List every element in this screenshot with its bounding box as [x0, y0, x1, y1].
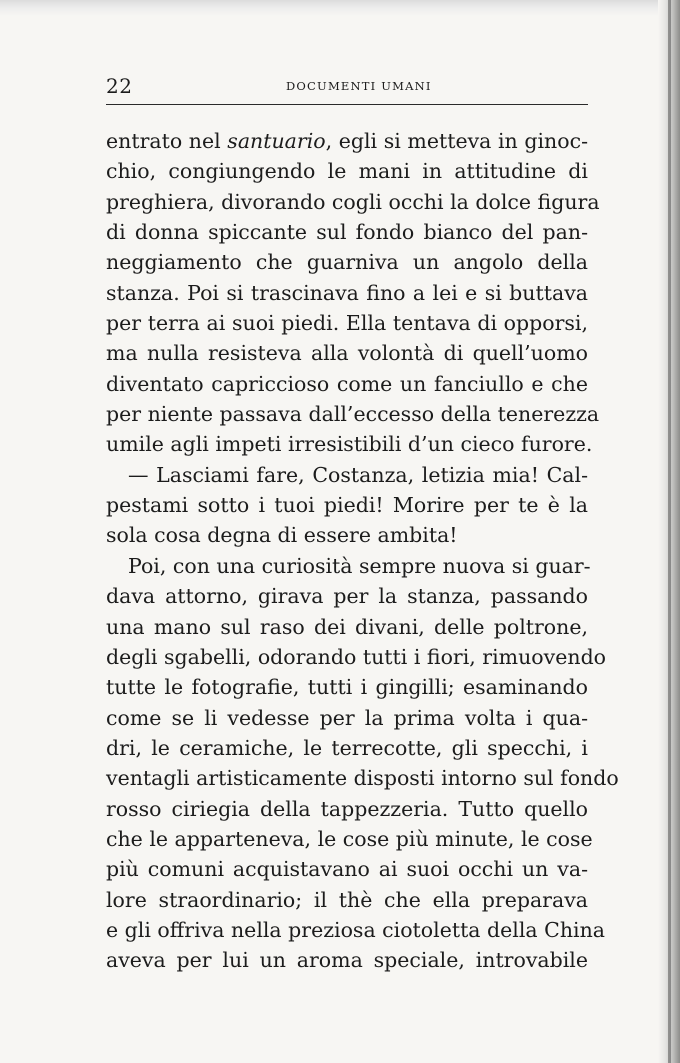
text-line: degli sgabelli, odorando tutti i fiori, rimuovendo [106, 644, 607, 669]
text-line: tutte le fotografie, tutti i gingilli; esaminando [106, 675, 588, 700]
text-line: — Lasciami fare, Costanza, letizia mia! Cal- [128, 462, 588, 487]
page-number: 22 [106, 74, 133, 98]
text-line: Poi, con una curiosità sempre nuova si guar- [128, 553, 591, 578]
text-line: dava attorno, girava per la stanza, passando [106, 584, 588, 609]
text-line: una mano sul raso dei divani, delle poltrone, [106, 614, 588, 639]
text-line: stanza. Poi si trascinava fino a lei e si buttava [106, 280, 588, 305]
text-line: chio, congiungendo le mani in attitudine di [106, 159, 588, 184]
page-header [106, 74, 588, 98]
text-line: ventagli artisticamente disposti intorno sul fondo [106, 766, 619, 791]
text-line: ma nulla resisteva alla volontà di quell’uomo [106, 341, 588, 366]
text-line: diventato capriccioso come un fanciullo e che [106, 371, 588, 396]
page-binding-edge [658, 0, 680, 1063]
text-line: sola cosa degna di essere ambita! [106, 523, 458, 548]
text-line: per terra ai suoi piedi. Ella tentava di opporsi, [106, 311, 588, 336]
text-line: più comuni acquistavano ai suoi occhi un va- [106, 857, 588, 882]
text-line: come se li vedesse per la prima volta i qua- [106, 705, 588, 730]
text-line: che le apparteneva, le cose più minute, le cose [106, 826, 593, 851]
text-line: pestami sotto i tuoi piedi! Morire per te è la [106, 493, 588, 518]
body-text [106, 126, 619, 976]
text-line: entrato nel santuario, egli si metteva in ginoc- [106, 129, 588, 153]
text-line: umile agli impeti irresistibili d’un cieco furore. [106, 432, 593, 457]
italic-word: santuario [227, 129, 326, 153]
text-line: di donna spiccante sul fondo bianco del pan- [106, 220, 588, 245]
text-line: neggiamento che guarniva un angolo della [106, 250, 588, 275]
running-title: DOCUMENTI UMANI [286, 79, 432, 93]
text-line: lore straordinario; il thè che ella preparava [106, 887, 588, 912]
text-line: per niente passava dall’eccesso della tenerezza [106, 402, 600, 427]
header-rule [106, 104, 588, 105]
text-line: aveva per lui un aroma speciale, introvabile [106, 948, 588, 973]
text-line: preghiera, divorando cogli occhi la dolce figura [106, 189, 600, 214]
text-line: dri, le ceramiche, le terrecotte, gli specchi, i [106, 735, 588, 760]
text-line: e gli offriva nella preziosa ciotoletta della China [106, 917, 606, 942]
page-top-edge [0, 0, 680, 16]
text-line: rosso ciriegia della tappezzeria. Tutto quello [106, 796, 588, 821]
